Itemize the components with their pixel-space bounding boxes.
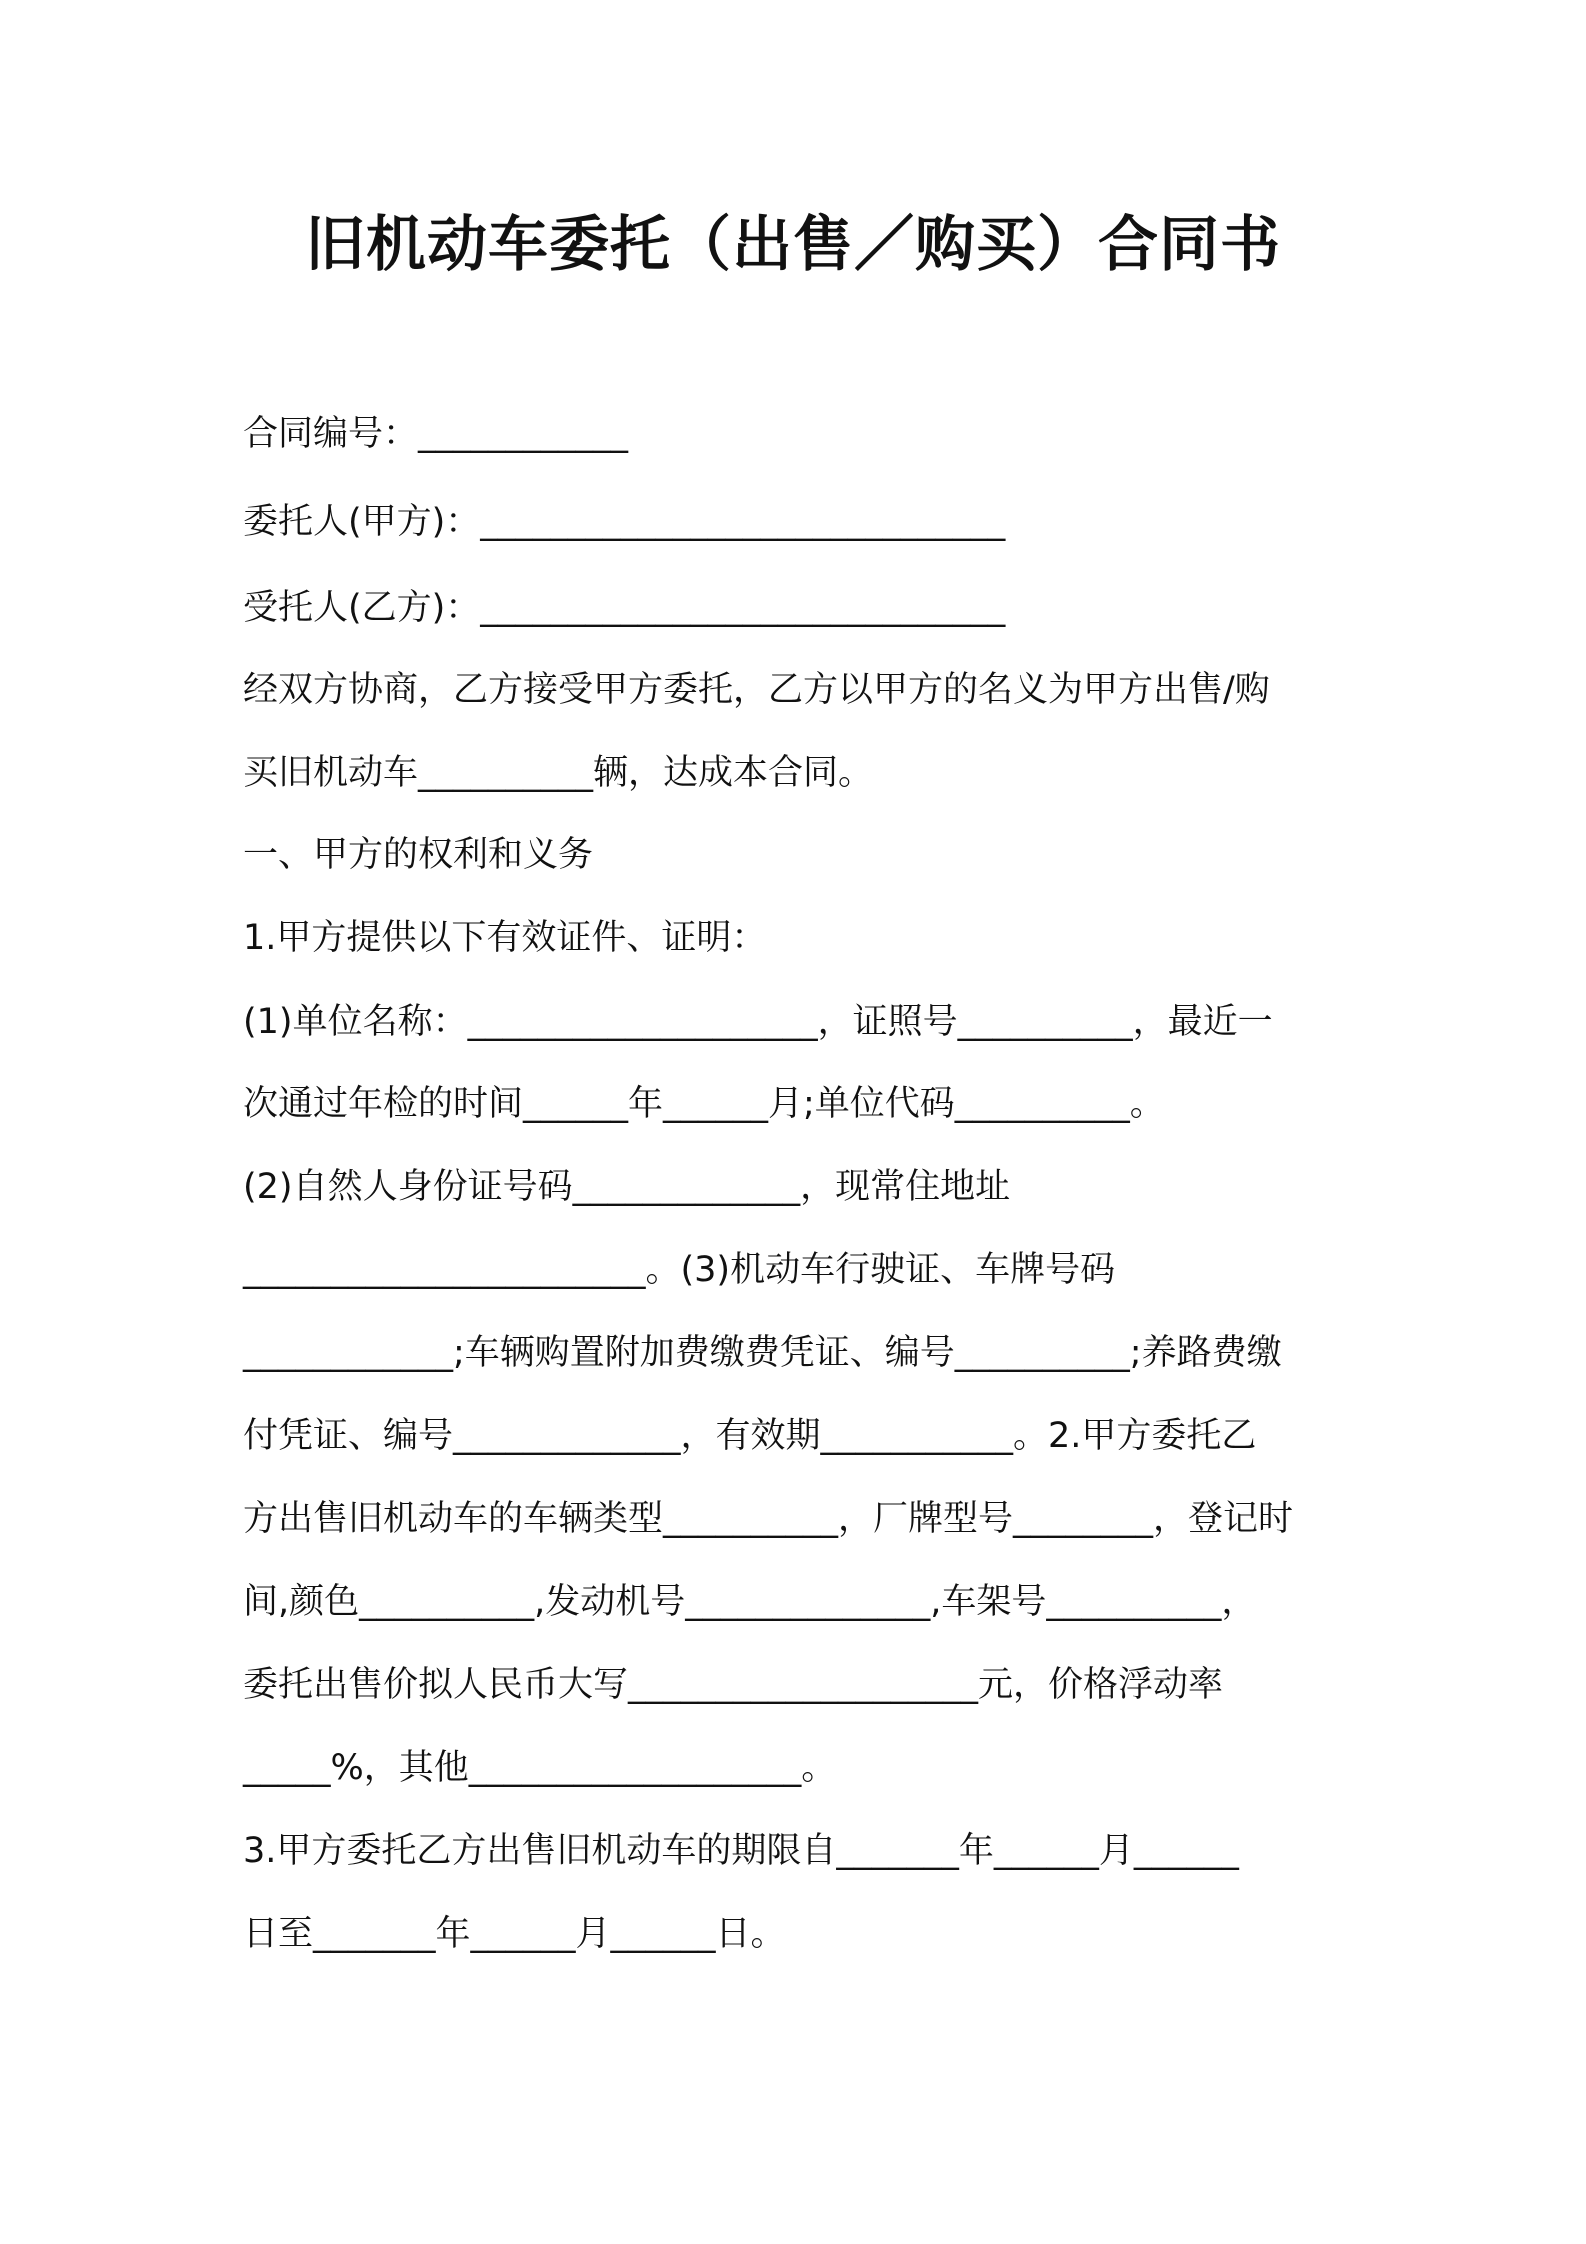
clause-line: 次通过年检的时间______年______月;单位代码__________。 [243,1084,1165,1124]
body-text-line: 买旧机动车__________辆，达成本合同。 [243,753,874,793]
clause-line: 委托出售价拟人民币大写____________________元，价格浮动率 [243,1665,1224,1705]
clause-line: _______________________。(3)机动车行驶证、车牌号码 [243,1250,1116,1290]
agent-party-b-line: 受托人(乙方)：______________________________ [243,588,1006,628]
clause-line: ____________;车辆购置附加费缴费凭证、编号__________;养路费缴 [243,1333,1282,1373]
contract-number-line: 合同编号：____________ [243,414,629,454]
clause-line: _____%，其他___________________。 [243,1748,837,1788]
clause-line: 1.甲方提供以下有效证件、证明： [243,918,767,958]
body-text-line: 经双方协商，乙方接受甲方委托，乙方以甲方的名义为甲方出售/购 [243,670,1270,710]
clause-line: 3.甲方委托乙方出售旧机动车的期限自_______年______月______ [243,1831,1239,1871]
clause-line: (2)自然人身份证号码_____________，现常住地址 [243,1167,1011,1207]
principal-party-a-line: 委托人(甲方)：______________________________ [243,502,1006,542]
clause-line: 方出售旧机动车的车辆类型__________，厂牌型号________，登记时 [243,1499,1294,1539]
document-title: 旧机动车委托（出售／购买）合同书 [305,210,1281,280]
clause-line: 付凭证、编号_____________，有效期___________。2.甲方委托乙 [243,1416,1257,1456]
clause-line: 日至_______年______月______日。 [243,1914,786,1954]
clause-line: 间,颜色__________,发动机号______________,车架号__________， [243,1582,1257,1622]
section-heading: 一、甲方的权利和义务 [243,835,594,875]
clause-line: (1)单位名称：____________________，证照号__________，最近一 [243,1002,1273,1042]
